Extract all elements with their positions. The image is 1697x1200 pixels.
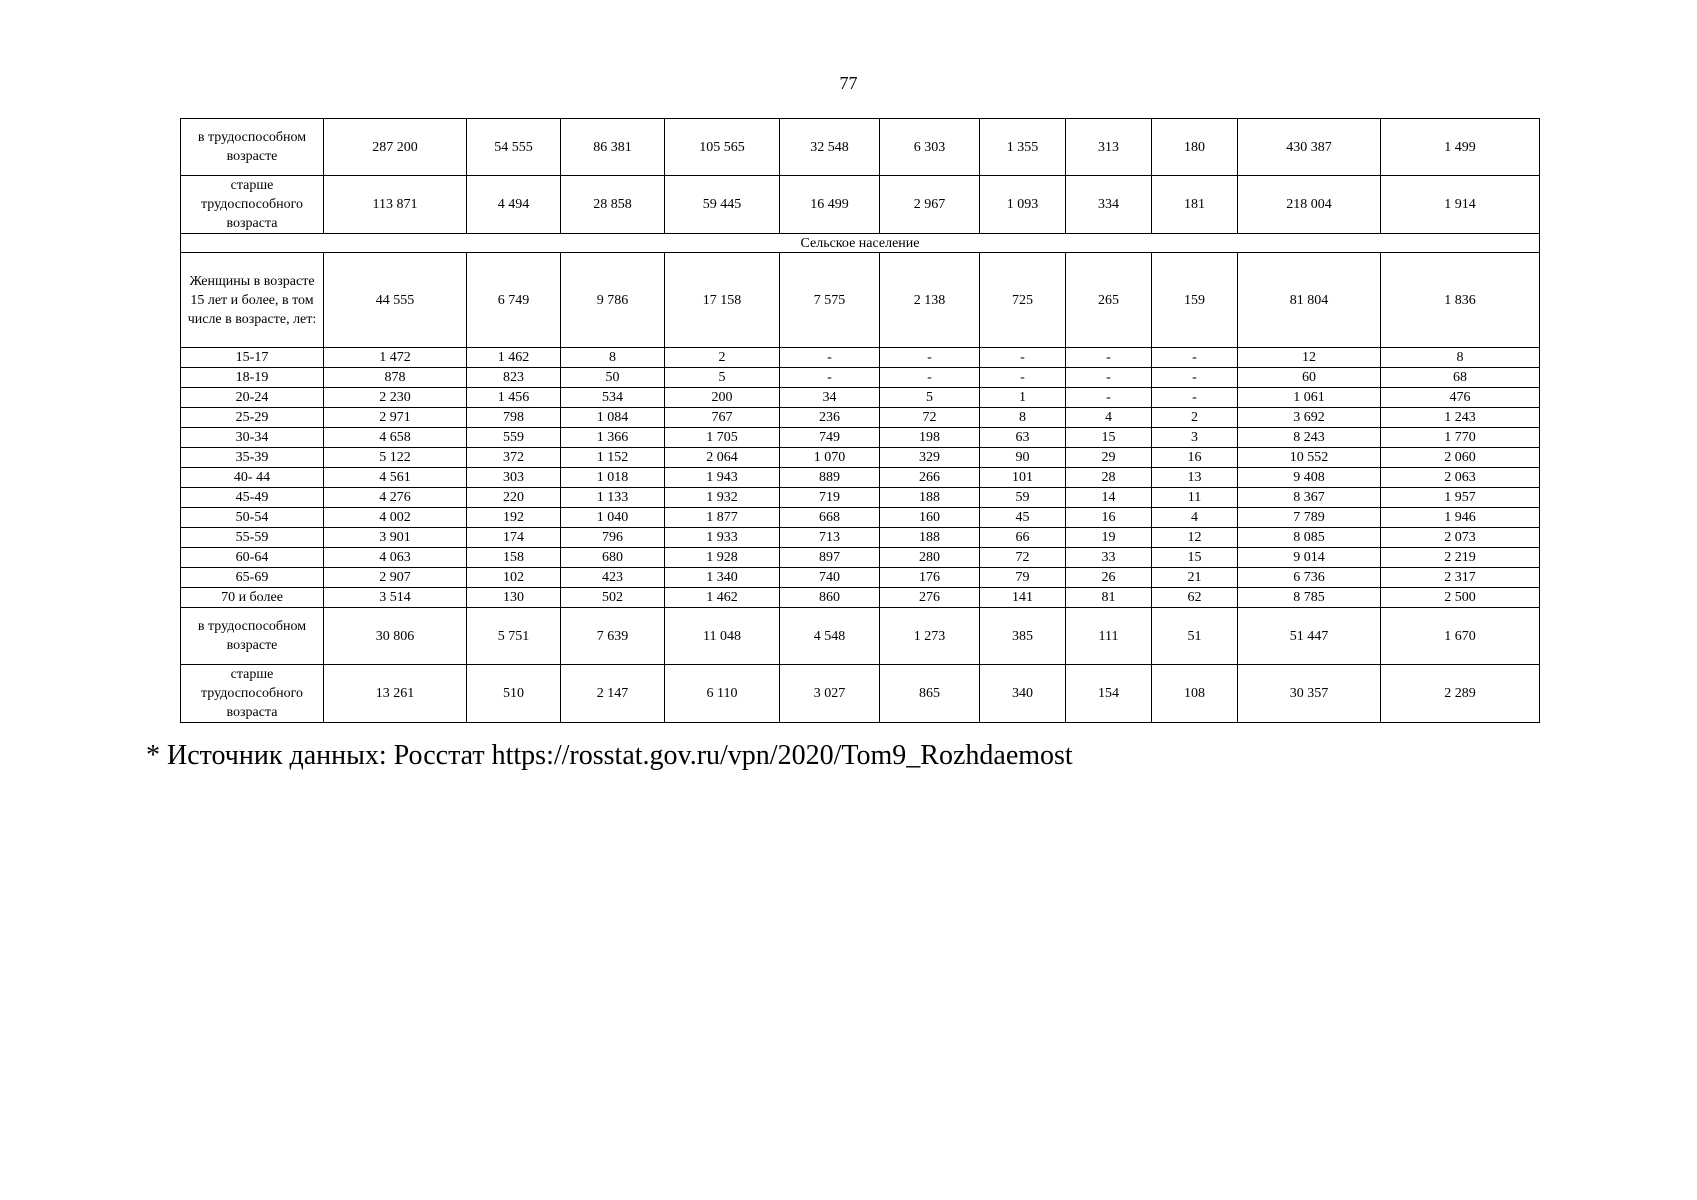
table-cell: 16	[1066, 508, 1152, 528]
table-cell: 502	[561, 588, 665, 608]
table-cell: 1 928	[665, 548, 780, 568]
table-cell: 59	[980, 488, 1066, 508]
table-cell: 8 243	[1238, 428, 1381, 448]
table-cell: 476	[1381, 388, 1540, 408]
table-row	[181, 548, 1540, 568]
table-cell: 33	[1066, 548, 1152, 568]
table-cell: 1 946	[1381, 508, 1540, 528]
row-label: в трудоспособном возрасте	[181, 608, 324, 665]
table-cell: 749	[780, 428, 880, 448]
table-cell: 10 552	[1238, 448, 1381, 468]
table-cell: 51	[1152, 608, 1238, 665]
table-cell: 7 575	[780, 253, 880, 348]
table-cell: 26	[1066, 568, 1152, 588]
table-cell: 28 858	[561, 176, 665, 234]
table-cell: 141	[980, 588, 1066, 608]
table-cell: 1 340	[665, 568, 780, 588]
table-cell: 1 040	[561, 508, 665, 528]
table-cell: 8 085	[1238, 528, 1381, 548]
table-cell: 889	[780, 468, 880, 488]
table-cell: 313	[1066, 119, 1152, 176]
fertility-table	[180, 118, 1540, 723]
section-header-row	[181, 234, 1540, 253]
table-cell: 4 658	[324, 428, 467, 448]
table-cell: 303	[467, 468, 561, 488]
table-cell: 713	[780, 528, 880, 548]
table-cell: 9 408	[1238, 468, 1381, 488]
table-cell: 1 243	[1381, 408, 1540, 428]
table-cell: 8	[980, 408, 1066, 428]
table-cell: 180	[1152, 119, 1238, 176]
table-cell: 1 957	[1381, 488, 1540, 508]
table-cell: 897	[780, 548, 880, 568]
table-cell: 1	[980, 388, 1066, 408]
table-cell: 62	[1152, 588, 1238, 608]
source-note: * Источник данных: Росстат https://rosstat.gov.ru/vpn/2020/Tom9_Rozhdaemost	[146, 740, 1073, 771]
table-cell: -	[1152, 368, 1238, 388]
table-cell: 198	[880, 428, 980, 448]
table-cell: 1 943	[665, 468, 780, 488]
row-label: 70 и более	[181, 588, 324, 608]
table-cell: 4	[1066, 408, 1152, 428]
table-cell: 5 751	[467, 608, 561, 665]
table-cell: 1 018	[561, 468, 665, 488]
table-cell: 13 261	[324, 665, 467, 723]
table-cell: 740	[780, 568, 880, 588]
table-body	[181, 119, 1540, 723]
table-cell: 860	[780, 588, 880, 608]
table-cell: 90	[980, 448, 1066, 468]
table-cell: 2 500	[1381, 588, 1540, 608]
table-cell: 12	[1238, 348, 1381, 368]
table-cell: 34	[780, 388, 880, 408]
table-cell: 1 061	[1238, 388, 1381, 408]
table-cell: 14	[1066, 488, 1152, 508]
row-label: Женщины в возрасте 15 лет и более, в том числе в возрасте, лет:	[181, 253, 324, 348]
table-cell: 30 806	[324, 608, 467, 665]
table-row	[181, 368, 1540, 388]
table-cell: 668	[780, 508, 880, 528]
row-label: 18-19	[181, 368, 324, 388]
table-cell: 2 289	[1381, 665, 1540, 723]
table-cell: 63	[980, 428, 1066, 448]
row-label: 15-17	[181, 348, 324, 368]
table-cell: 4	[1152, 508, 1238, 528]
table-cell: 8 367	[1238, 488, 1381, 508]
table-cell: 2 147	[561, 665, 665, 723]
table-cell: -	[880, 348, 980, 368]
table-cell: 15	[1066, 428, 1152, 448]
table-cell: 17 158	[665, 253, 780, 348]
table-cell: 176	[880, 568, 980, 588]
table-cell: 878	[324, 368, 467, 388]
table-cell: 767	[665, 408, 780, 428]
table-cell: 9 786	[561, 253, 665, 348]
table-cell: 3	[1152, 428, 1238, 448]
table-cell: 287 200	[324, 119, 467, 176]
table-cell: 334	[1066, 176, 1152, 234]
table-cell: 2 060	[1381, 448, 1540, 468]
table-cell: 865	[880, 665, 980, 723]
table-cell: 16	[1152, 448, 1238, 468]
table-cell: 1 456	[467, 388, 561, 408]
table-cell: 2	[665, 348, 780, 368]
table-cell: 102	[467, 568, 561, 588]
table-cell: 1 366	[561, 428, 665, 448]
table-cell: 54 555	[467, 119, 561, 176]
table-cell: 1 084	[561, 408, 665, 428]
table-cell: 1 133	[561, 488, 665, 508]
table-cell: 1 093	[980, 176, 1066, 234]
table-cell: 4 494	[467, 176, 561, 234]
table-cell: 51 447	[1238, 608, 1381, 665]
table-cell: 200	[665, 388, 780, 408]
table-cell: 2	[1152, 408, 1238, 428]
table-cell: 725	[980, 253, 1066, 348]
section-title: Сельское население	[181, 234, 1540, 253]
table-cell: 158	[467, 548, 561, 568]
table-cell: 108	[1152, 665, 1238, 723]
table-cell: 1 770	[1381, 428, 1540, 448]
table-cell: 16 499	[780, 176, 880, 234]
table-cell: 188	[880, 488, 980, 508]
table-cell: 4 002	[324, 508, 467, 528]
table-row	[181, 488, 1540, 508]
table-cell: 1 836	[1381, 253, 1540, 348]
table-cell: 2 317	[1381, 568, 1540, 588]
table-cell: 1 877	[665, 508, 780, 528]
table-cell: 510	[467, 665, 561, 723]
table-cell: 340	[980, 665, 1066, 723]
table-cell: 21	[1152, 568, 1238, 588]
table-cell: 220	[467, 488, 561, 508]
table-cell: 534	[561, 388, 665, 408]
table-cell: 4 561	[324, 468, 467, 488]
row-label: 60-64	[181, 548, 324, 568]
table-row	[181, 588, 1540, 608]
table-cell: 3 901	[324, 528, 467, 548]
table-row	[181, 508, 1540, 528]
table-cell: 1 499	[1381, 119, 1540, 176]
table-cell: 111	[1066, 608, 1152, 665]
table-cell: 1 932	[665, 488, 780, 508]
table-cell: 2 971	[324, 408, 467, 428]
table-cell: 796	[561, 528, 665, 548]
table-row	[181, 176, 1540, 234]
row-label: 65-69	[181, 568, 324, 588]
row-label: 45-49	[181, 488, 324, 508]
table-cell: 719	[780, 488, 880, 508]
table-cell: 7 789	[1238, 508, 1381, 528]
table-cell: 2 230	[324, 388, 467, 408]
table-cell: 1 462	[665, 588, 780, 608]
table-cell: 680	[561, 548, 665, 568]
table-cell: 9 014	[1238, 548, 1381, 568]
table-cell: 236	[780, 408, 880, 428]
table-cell: 160	[880, 508, 980, 528]
table-row	[181, 568, 1540, 588]
table-cell: 265	[1066, 253, 1152, 348]
row-label: старше трудоспособного возраста	[181, 176, 324, 234]
table-cell: 2 073	[1381, 528, 1540, 548]
table-cell: 192	[467, 508, 561, 528]
table-cell: 7 639	[561, 608, 665, 665]
table-cell: 44 555	[324, 253, 467, 348]
row-label: 50-54	[181, 508, 324, 528]
table-cell: 60	[1238, 368, 1381, 388]
row-label: 55-59	[181, 528, 324, 548]
table-cell: 5	[665, 368, 780, 388]
row-label: 20-24	[181, 388, 324, 408]
table-cell: 280	[880, 548, 980, 568]
table-cell: 329	[880, 448, 980, 468]
table-cell: 45	[980, 508, 1066, 528]
table-cell: 30 357	[1238, 665, 1381, 723]
table-cell: 5 122	[324, 448, 467, 468]
table-cell: 1 273	[880, 608, 980, 665]
table-cell: 12	[1152, 528, 1238, 548]
row-label: 35-39	[181, 448, 324, 468]
table-cell: 2 138	[880, 253, 980, 348]
table-cell: 6 303	[880, 119, 980, 176]
table-cell: 11	[1152, 488, 1238, 508]
table-cell: 15	[1152, 548, 1238, 568]
table-cell: 2 967	[880, 176, 980, 234]
table-cell: 159	[1152, 253, 1238, 348]
table-row	[181, 665, 1540, 723]
table-cell: -	[1066, 388, 1152, 408]
table-cell: 5	[880, 388, 980, 408]
table-cell: 2 219	[1381, 548, 1540, 568]
table-row	[181, 348, 1540, 368]
table-cell: 1 355	[980, 119, 1066, 176]
row-label: 25-29	[181, 408, 324, 428]
table-cell: 11 048	[665, 608, 780, 665]
table-row	[181, 448, 1540, 468]
table-cell: 101	[980, 468, 1066, 488]
table-cell: 2 907	[324, 568, 467, 588]
table-cell: 2 064	[665, 448, 780, 468]
table-cell: 266	[880, 468, 980, 488]
page-number: 77	[839, 73, 858, 93]
table-cell: 66	[980, 528, 1066, 548]
table-cell: 130	[467, 588, 561, 608]
table-cell: -	[780, 348, 880, 368]
table-cell: 385	[980, 608, 1066, 665]
table-cell: 8	[1381, 348, 1540, 368]
row-label: старше трудоспособного возраста	[181, 665, 324, 723]
table-cell: 1 462	[467, 348, 561, 368]
table-row	[181, 388, 1540, 408]
table-cell: 218 004	[1238, 176, 1381, 234]
table-cell: 3 027	[780, 665, 880, 723]
table-cell: 2 063	[1381, 468, 1540, 488]
table-cell: 68	[1381, 368, 1540, 388]
table-cell: 1 670	[1381, 608, 1540, 665]
table-cell: 113 871	[324, 176, 467, 234]
table-row	[181, 253, 1540, 348]
table-cell: -	[880, 368, 980, 388]
table-cell: 6 110	[665, 665, 780, 723]
table-cell: 86 381	[561, 119, 665, 176]
table-cell: 559	[467, 428, 561, 448]
table-row	[181, 408, 1540, 428]
table-cell: 188	[880, 528, 980, 548]
table-cell: 59 445	[665, 176, 780, 234]
table-cell: -	[1152, 348, 1238, 368]
table-cell: 174	[467, 528, 561, 548]
table-cell: 81 804	[1238, 253, 1381, 348]
table-cell: 79	[980, 568, 1066, 588]
table-cell: 50	[561, 368, 665, 388]
table-cell: 4 276	[324, 488, 467, 508]
table-cell: -	[1152, 388, 1238, 408]
table-cell: 1 914	[1381, 176, 1540, 234]
table-cell: 1 705	[665, 428, 780, 448]
table-cell: 29	[1066, 448, 1152, 468]
table-cell: 1 152	[561, 448, 665, 468]
table-cell: 372	[467, 448, 561, 468]
table-cell: 1 070	[780, 448, 880, 468]
table-cell: 154	[1066, 665, 1152, 723]
row-label: 30-34	[181, 428, 324, 448]
table-cell: 181	[1152, 176, 1238, 234]
row-label: в трудоспособном возрасте	[181, 119, 324, 176]
table-cell: 4 548	[780, 608, 880, 665]
table-cell: 8	[561, 348, 665, 368]
table-row	[181, 608, 1540, 665]
table-cell: 105 565	[665, 119, 780, 176]
table-cell: 13	[1152, 468, 1238, 488]
table-cell: 28	[1066, 468, 1152, 488]
table-cell: 3 692	[1238, 408, 1381, 428]
table-row	[181, 119, 1540, 176]
table-cell: 823	[467, 368, 561, 388]
table-cell: 19	[1066, 528, 1152, 548]
table-cell: -	[780, 368, 880, 388]
table-cell: -	[980, 368, 1066, 388]
table-cell: 3 514	[324, 588, 467, 608]
table-cell: 72	[980, 548, 1066, 568]
table-row	[181, 428, 1540, 448]
table-cell: 6 736	[1238, 568, 1381, 588]
table-cell: 1 472	[324, 348, 467, 368]
table-cell: 276	[880, 588, 980, 608]
table-cell: 81	[1066, 588, 1152, 608]
table-cell: -	[1066, 348, 1152, 368]
table-cell: 6 749	[467, 253, 561, 348]
table-cell: -	[1066, 368, 1152, 388]
table-cell: 32 548	[780, 119, 880, 176]
table-cell: 72	[880, 408, 980, 428]
table-cell: 430 387	[1238, 119, 1381, 176]
table-row	[181, 468, 1540, 488]
table-cell: -	[980, 348, 1066, 368]
table-cell: 423	[561, 568, 665, 588]
table-row	[181, 528, 1540, 548]
row-label: 40- 44	[181, 468, 324, 488]
table-cell: 4 063	[324, 548, 467, 568]
table-cell: 8 785	[1238, 588, 1381, 608]
table-cell: 798	[467, 408, 561, 428]
table-cell: 1 933	[665, 528, 780, 548]
